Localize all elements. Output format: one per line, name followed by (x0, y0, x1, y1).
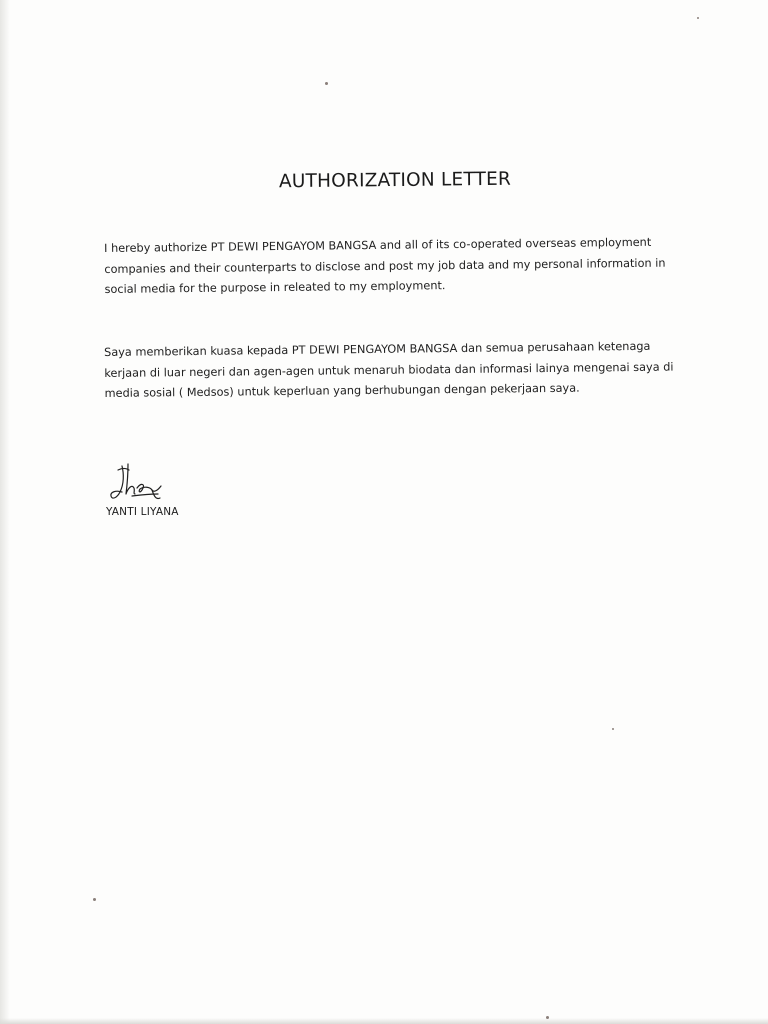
handwritten-signature-icon (108, 460, 170, 506)
indonesian-line: Saya memberikan kuasa kepada PT DEWI PENGAYOM BANGSA dan semua perusahaan ketenaga (104, 339, 651, 359)
scan-speck (612, 728, 614, 730)
scan-speck (697, 17, 699, 19)
scan-speck (325, 82, 328, 85)
english-line: companies and their counterparts to disclose and post my job data and my personal information in (104, 256, 666, 276)
english-line: I hereby authorize PT DEWI PENGAYOM BANGSA and all of its co-operated overseas employment (104, 235, 652, 255)
english-paragraph (104, 232, 695, 300)
scan-speck (546, 1016, 549, 1019)
scan-shadow-bottom (0, 1018, 768, 1024)
indonesian-line: media sosial ( Medsos) untuk keperluan yang berhubungan dengan pekerjaan saya. (104, 381, 580, 400)
scan-shadow-left (0, 0, 10, 1024)
english-line: social media for the purpose in releated to my employment. (104, 279, 446, 296)
indonesian-line: kerjaan di luar negeri dan agen-agen untuk menaruh biodata dan informasi lainya mengenai saya di (104, 360, 674, 380)
signatory-name: YANTI LIYANA (106, 506, 179, 518)
document-title: AUTHORIZATION LETTER (278, 168, 512, 193)
scan-speck (93, 898, 96, 901)
indonesian-paragraph (104, 336, 695, 404)
